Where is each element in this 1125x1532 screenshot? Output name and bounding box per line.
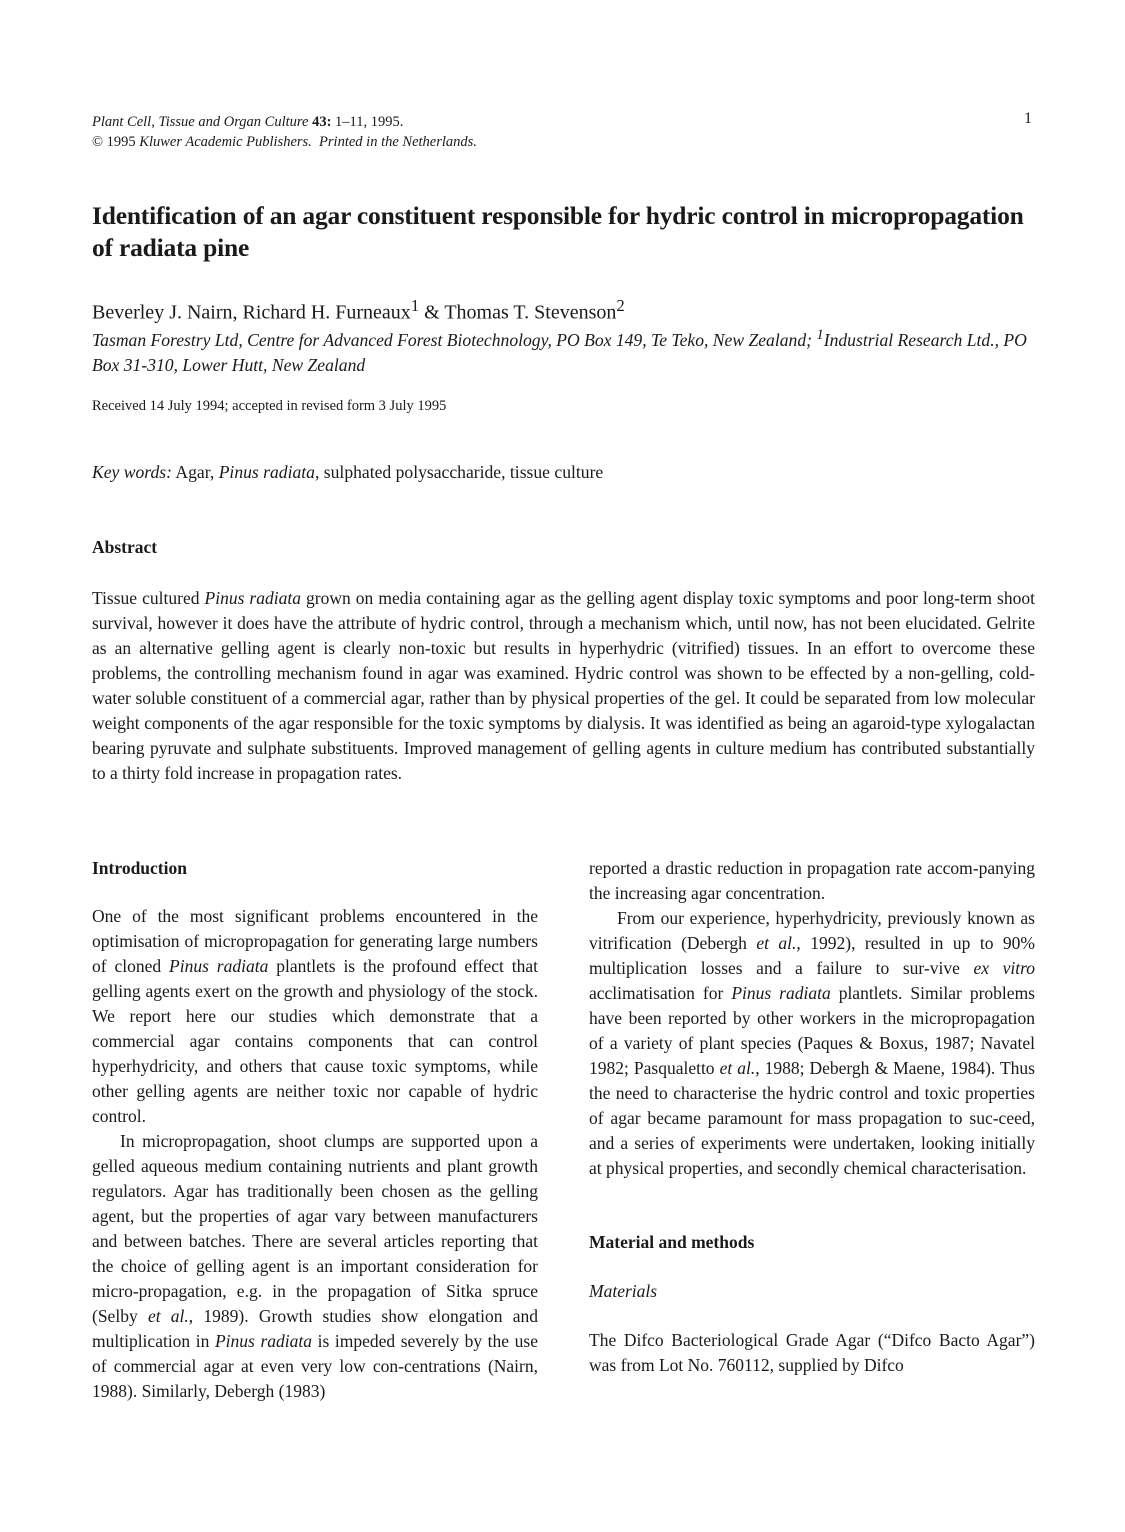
copyright-year: 1995 bbox=[106, 134, 136, 150]
journal-pages: 1–11, 1995. bbox=[335, 114, 404, 130]
right-column bbox=[589, 856, 1035, 1378]
affiliation-2: Industrial Research Ltd., PO Box 31-310, Lower Hutt, New Zealand bbox=[92, 329, 1027, 375]
intro-p1-species: Pinus radiata bbox=[169, 956, 269, 976]
intro-paragraph-1 bbox=[92, 904, 538, 1129]
abstract-text bbox=[92, 586, 1035, 786]
journal-line-2 bbox=[92, 132, 477, 152]
intro-p1-c: plantlets is the profound effect that gelling agents exert on the growth and physiology of the stock. We report here our studies which demonstrate that a commercial agar contains components that can control hyperhydricity, and others that cause toxic symptoms, while other gelling agents are neither toxic nor capable of hydric control. bbox=[92, 956, 538, 1126]
right-p2-etal-2: et al. bbox=[719, 1058, 756, 1078]
journal-name: Plant Cell, Tissue and Organ Culture bbox=[92, 114, 309, 130]
keywords-label: Key words: bbox=[92, 462, 172, 482]
keyword-2: Pinus radiata bbox=[218, 462, 315, 482]
received-date: Received 14 July 1994; accepted in revised form 3 July 1995 bbox=[92, 398, 447, 414]
intro-p2-species: Pinus radiata bbox=[214, 1331, 312, 1351]
author-separator: & bbox=[419, 301, 445, 324]
right-p2-e: acclimatisation for bbox=[589, 983, 732, 1003]
abstract-part-1: Tissue cultured bbox=[92, 588, 205, 608]
intro-p2-e: is impeded severely by the use of commercial agar at even very low con-centrations (Nairn, 1988). Similarly, Debergh (1983) bbox=[92, 1331, 538, 1401]
right-p2-c: , 1992), resulted in up to 90% multiplication losses and a failure to sur-vive bbox=[589, 933, 1035, 978]
keyword-1: Agar, bbox=[175, 462, 219, 482]
printed-note: Printed in the Netherlands. bbox=[319, 134, 477, 150]
journal-volume: 43: bbox=[312, 114, 332, 130]
affiliations bbox=[92, 323, 1042, 378]
materials-heading: Materials bbox=[589, 1281, 658, 1301]
author-3: Thomas T. Stevenson bbox=[444, 301, 617, 324]
author-2: Richard H. Furneaux bbox=[242, 301, 411, 324]
right-p2-species: Pinus radiata bbox=[731, 983, 831, 1003]
keyword-3: , sulphated polysaccharide, tissue culture bbox=[314, 462, 604, 482]
left-column bbox=[92, 856, 538, 1404]
intro-paragraph-2 bbox=[92, 1129, 538, 1404]
intro-heading: Introduction bbox=[92, 858, 187, 878]
page-number: 1 bbox=[1024, 110, 1032, 127]
right-p2-i: , 1988; Debergh & Maene, 1984). Thus the need to characterise the hydric control and toxic properties of agar became paramount for mass propagation to suc-ceed, and a series of experiments were undertaken, looking initially at physical properties, and secondly chemical characterisation. bbox=[589, 1058, 1035, 1178]
journal-line-1 bbox=[92, 112, 477, 132]
authors bbox=[92, 293, 625, 326]
right-p2-etal-1: et al. bbox=[756, 933, 797, 953]
copyright-symbol: © bbox=[92, 134, 104, 150]
right-p2-a: From our experience, hyperhydricity, previously known as vitrification (Debergh bbox=[589, 908, 1035, 953]
author-3-sup: 2 bbox=[616, 296, 625, 315]
right-paragraph-1: reported a drastic reduction in propagation rate accom-panying the increasing agar concentration. bbox=[589, 858, 1035, 903]
right-p2-g: plantlets. Similar problems have been reported by other workers in the micropropagation of a variety of plant species (Paques & Boxus, 1987; Navatel 1982; Pasqualetto bbox=[589, 983, 1035, 1078]
methods-heading: Material and methods bbox=[589, 1232, 755, 1252]
intro-p2-c: , 1989). Growth studies show elongation and multiplication in bbox=[92, 1306, 538, 1351]
journal-citation bbox=[92, 112, 477, 152]
intro-p2-a: In micropropagation, shoot clumps are supported upon a gelled aqueous medium containing nutrients and plant growth regulators. Agar has traditionally been chosen as the gelling agent, but the properties of agar vary between manufacturers and between batches. There are several articles reporting that the choice of gelling agent is an important consideration for micro-propagation, e.g. in the propagation of Sitka spruce (Selby bbox=[92, 1131, 538, 1326]
right-p2-exvitro: ex vitro bbox=[973, 958, 1036, 978]
paper-title: Identification of an agar constituent responsible for hydric control in micropropagation of radiata pine bbox=[92, 201, 1024, 262]
abstract-part-2: grown on media containing agar as the gelling agent display toxic symptoms and poor long-term shoot survival, however it does have the attribute of hydric control, through a mechanism which, until now, has not been elucidated. Gelrite as an alternative gelling agent is clearly non-toxic but results in hyperhydric (vitrified) tissues. In an effort to overcome these problems, the controlling mechanism found in agar was examined. Hydric control was shown to be effected by a non-gelling, cold-water soluble constituent of a commercial agar, rather than by physical properties of the gel. It could be separated from low molecular weight components of the agar responsible for the toxic symptoms by dialysis. It was identified as being an agaroid-type xylogalactan bearing pyruvate and sulphate substituents. Improved management of gelling agents in culture medium has contributed substantially to a thirty fold increase in propagation rates. bbox=[92, 588, 1035, 783]
abstract-heading: Abstract bbox=[92, 537, 158, 557]
abstract-species: Pinus radiata bbox=[204, 588, 301, 608]
author-2-sup: 1 bbox=[410, 296, 420, 315]
publisher: Kluwer Academic Publishers. bbox=[139, 134, 312, 150]
intro-p1-a: One of the most significant problems encountered in the optimisation of micropropagation for generating large numbers of cloned bbox=[92, 906, 538, 976]
affiliation-sup: 1 bbox=[816, 327, 824, 343]
intro-p2-etal: et al. bbox=[147, 1306, 189, 1326]
affiliation-1: Tasman Forestry Ltd, Centre for Advanced Forest Biotechnology, PO Box 149, Te Teko, New Zealand; bbox=[92, 329, 817, 350]
author-1: Beverley J. Nairn, bbox=[92, 301, 243, 324]
keywords bbox=[92, 462, 603, 483]
right-paragraph-2 bbox=[589, 906, 1035, 1181]
materials-paragraph: The Difco Bacteriological Grade Agar (“Difco Bacto Agar”) was from Lot No. 760112, supplied by Difco bbox=[589, 1330, 1035, 1375]
